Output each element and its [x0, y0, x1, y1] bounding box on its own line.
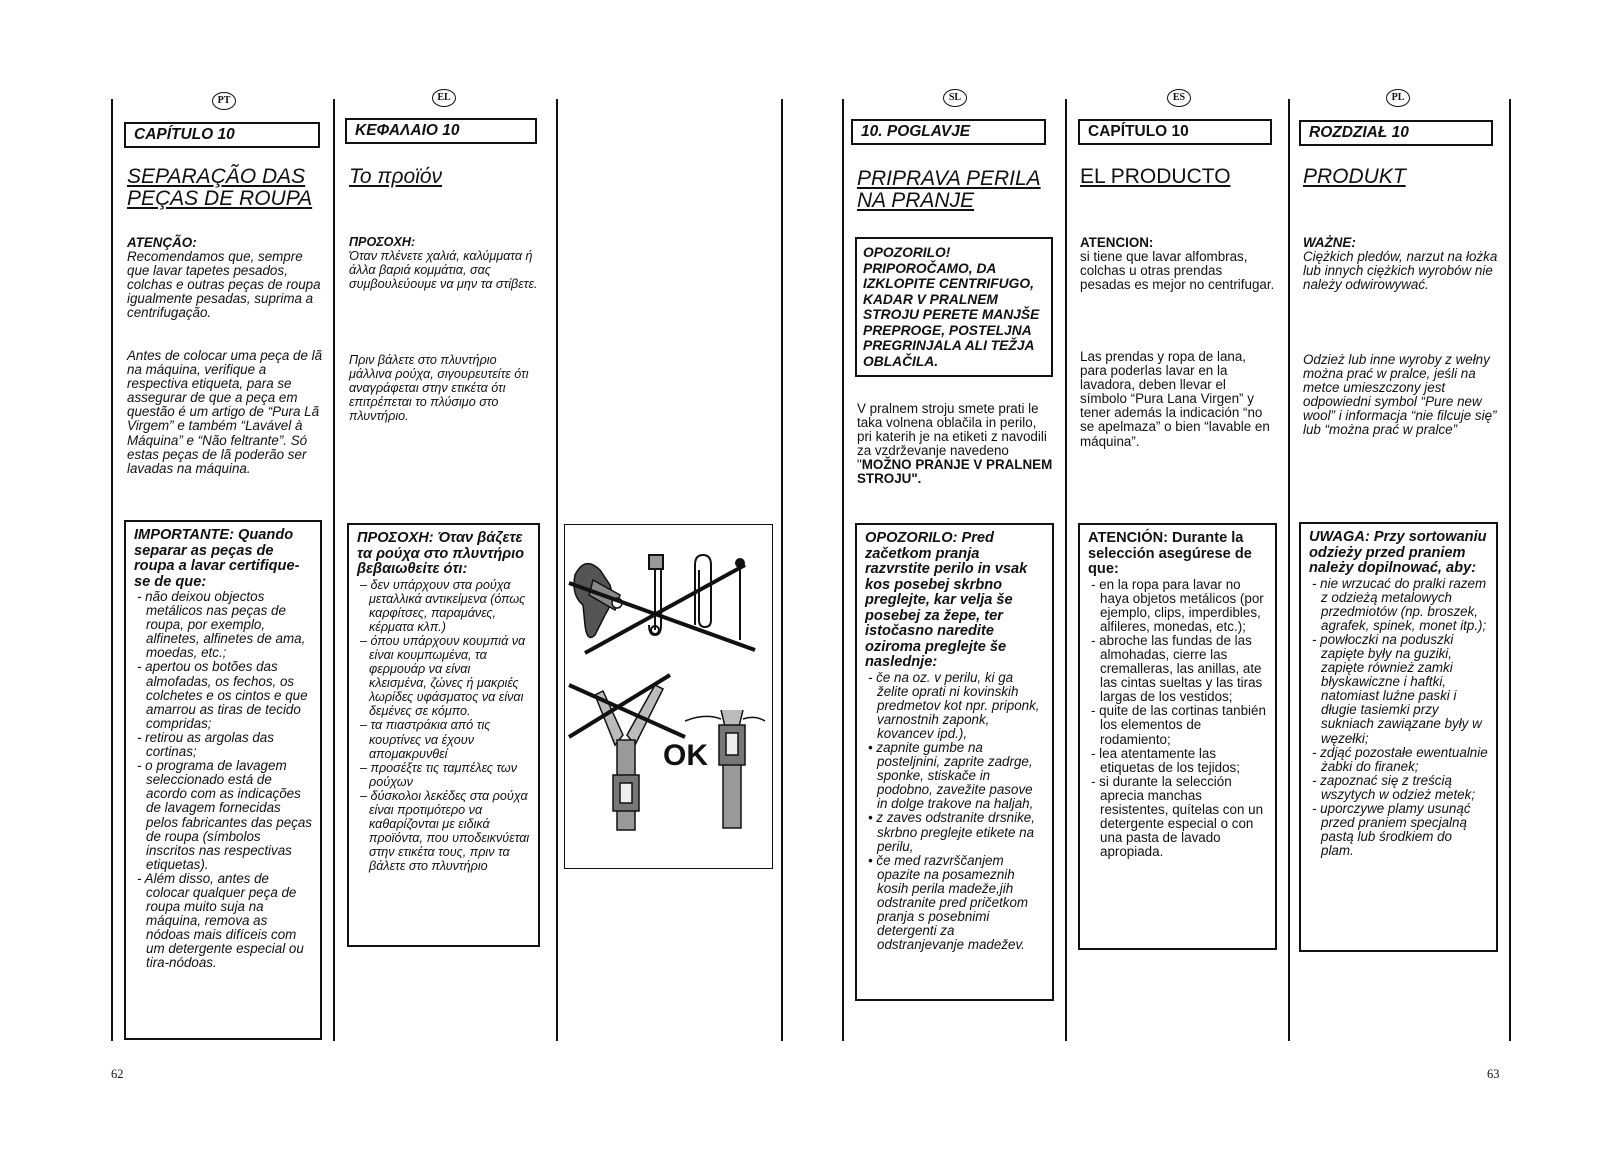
column-rule	[1509, 99, 1511, 1041]
box-heading: ATENCIÓN: Durante la selección asegúrese de que:	[1088, 530, 1252, 577]
section-title-el: Το προϊόν	[349, 165, 443, 188]
section-title-pl: PRODUKT	[1303, 165, 1406, 188]
language-badge-pl: PL	[1386, 89, 1410, 107]
checklist-pt	[134, 590, 312, 971]
warning-text: OPOZORILO! PRIPOROČAMO, DA IZKLOPITE CENTRIFUGO, KADAR V PRALNEM STROJU PERETE MANJŠE PREPROGE, POSTELJNA PREGRINJALA ALI TEŽJA OBLAČILA.	[863, 245, 1040, 369]
column-rule	[842, 99, 844, 1041]
box-heading: IMPORTANTE: Quando separar as peças de roupa a lavar certifique-se de que:	[134, 527, 300, 590]
chapter-heading-el: ΚΕΦΑΛΑΙΟ 10	[345, 118, 537, 144]
language-badge-pt: PT	[212, 92, 236, 110]
language-badge-es: ES	[1167, 89, 1191, 107]
attention-heading: ATENÇÃO:	[127, 235, 197, 250]
checklist-el	[357, 578, 530, 874]
caution-box-el	[347, 523, 540, 947]
list-item: • zapnite gumbe na posteljnini, zaprite zadrge, sponke, stiskače in podobno, zavežite pasove in dolge trakove na haljah,	[868, 739, 1034, 812]
section-title-pt	[127, 166, 312, 210]
column-rule	[556, 99, 558, 1041]
section-title-line: NA PRANJE	[857, 189, 975, 212]
section-title-es: EL PRODUCTO	[1080, 165, 1231, 188]
checklist-pl	[1309, 577, 1488, 859]
column-rule	[111, 99, 113, 1041]
attention-text: Recomendamos que, sempre que lavar tapetes pesados, colchas e outras peças de roupa igualmente pesadas, suprima a centrifugação.	[127, 249, 321, 321]
list-item: – όπου υπάρχουν κουμπιά να είναι κουμπωμένα, τα φερμουάρ να είναι κλεισμένα, ζώνες ή μακριές λωρίδες υφάσματος να είναι δεμένες σε κόμπο.	[360, 633, 526, 719]
wool-end-text: ".	[911, 471, 922, 487]
section-title-line: SEPARAÇÃO DAS	[127, 165, 306, 188]
list-item: – προσέξτε τις ταμπέλες των ρούχων	[360, 760, 518, 789]
attention-note-pl	[1303, 236, 1499, 292]
list-item: - retirou as argolas das cortinas;	[137, 729, 274, 760]
open-zipper-icon	[595, 685, 663, 830]
column-rule	[781, 99, 783, 1041]
list-item: - nie wrzucać do pralki razem z odzieżą metalowych przedmiotów (np. broszek, agrafek, spinek, monet itp.);	[1312, 575, 1487, 633]
attention-note-pt	[127, 236, 324, 321]
page-number-right: 63	[1487, 1067, 1500, 1081]
chapter-heading-pt: CAPÍTULO 10	[124, 122, 320, 148]
list-item: – δεν υπάρχουν στα ρούχα μεταλλικά αντικείμενα (όπως καρφίτσες, παραμάνες, κέρματα κλπ.)	[360, 577, 526, 634]
box-heading: UWAGA: Przy sortowaniu odzieży przed praniem należy dopilnować, aby:	[1309, 529, 1487, 576]
wool-note-pl: Odzież lub inne wyroby z wełny można prać w pralce, jeśli na metce umieszczony jest odpowiedni symbol “Pure new wool” i informacja “nie filcuje się” lub “można prać w pralce”	[1303, 352, 1497, 438]
list-item: - zapoznać się z treścią wszytych w odzież metek;	[1312, 772, 1476, 802]
attention-note-el	[349, 235, 541, 291]
list-item: - abroche las fundas de las almohadas, cierre las cremalleras, las anillas, ate las cintas sueltas y las tiras largas de los vestidos;	[1091, 632, 1263, 705]
caution-box-es	[1078, 523, 1277, 950]
list-item: - če na oz. v perilu, ki ga želite oprati ni kovinskih predmetov kot npr. priponk, varnostnih zaponk, kovancev ipd.),	[868, 669, 1040, 741]
wool-note-es: Las prendas y ropa de lana, para poderlas lavar en la lavadora, deben llevar el símbolo “Pura Lana Virgen” y tener además la indicación “no se apelmaza” o bien “lavable en máquina”.	[1080, 349, 1270, 449]
section-title-line: PEÇAS DE ROUPA	[127, 187, 313, 210]
page-number-left: 62	[111, 1067, 124, 1081]
chapter-heading-sl: 10. POGLAVJE	[851, 119, 1046, 145]
attention-note-es	[1080, 236, 1276, 292]
list-item: - powłoczki na poduszki zapięte były na guziki, zapięte również zamki błyskawiczne i haftki, natomiast luźne paski i długie tasiemki przy sukniach zawiązane były w węzełki;	[1312, 631, 1482, 746]
list-item: - não deixou objectos metálicos nas peças de roupa, por exemplo, alfinetes, alfinetes de ama, moedas, etc.;	[137, 589, 306, 661]
chapter-heading-pl: ROZDZIAŁ 10	[1299, 120, 1493, 146]
column-rule	[1065, 99, 1067, 1041]
wool-note-pt: Antes de colocar uma peça de lã na máquina, verifique a respectiva etiqueta, para se assegurar de que a peça em questão é um artigo de “Pura Lã Virgem” e também “Lavável à Máquina” e “Não feltrante”. Só estas peças de lã poderão ser lavadas na máquina.	[127, 348, 323, 476]
box-heading: OPOZORILO: Pred začetkom pranja razvrstite perilo in vsak kos posebej skrbno preglejte, kar velja še posebej za žepe, ter istočasno naredite oziroma preglejte še naslednje:	[865, 530, 1028, 670]
chapter-heading-es: CAPÍTULO 10	[1078, 119, 1272, 145]
list-item: - lea atentamente las etiquetas de los tejidos;	[1091, 745, 1240, 775]
wool-bold-text: MOŽNO PRANJE V PRALNEM STROJU	[857, 457, 1053, 487]
wool-text: V pralnem stroju smete prati le taka volnena oblačila in perilo, pri katerih je na etiketi z navodili za vzdrževanje navedeno "	[857, 401, 1047, 473]
cross-out-mark	[569, 675, 685, 737]
illustration-drawing	[565, 525, 771, 867]
attention-heading: ATENCION:	[1080, 235, 1154, 250]
language-badge-el: EL	[432, 89, 456, 107]
attention-heading: WAŻNE:	[1303, 235, 1356, 250]
list-item: - Além disso, antes de colocar qualquer peça de roupa muito suja na máquina, remova as nódoas mais difíceis com um detergente especial ou tira-nódoas.	[137, 870, 304, 971]
list-item: • če med razvrščanjem opazite na posameznih kosih perila madeže,jih odstranite pred pričetkom pranja s posebnimi detergenti za odstranjevanje madežev.	[868, 852, 1029, 953]
checklist-es	[1088, 578, 1267, 860]
list-item: - si durante la selección aprecia manchas resistentes, quítelas con un detergente especial o con una pasta de lavado apropiada.	[1091, 773, 1264, 860]
section-title-line: PRIPRAVA PERILA	[857, 167, 1041, 190]
list-item: - uporczywe plamy usunąć przed praniem specjalną pastą lub środkiem do plam.	[1312, 801, 1471, 859]
attention-text: si tiene que lavar alfombras, colchas u otras prendas pesadas es mejor no centrifugar.	[1080, 249, 1275, 293]
list-item: • z zaves odstranite drsnike, skrbno preglejte etikete na perilu,	[868, 810, 1035, 854]
list-item: - apertou os botões das almofadas, os fechos, os colchetes e os cintos e que amarrou as tiras de tecido compridas;	[137, 659, 308, 731]
ok-label: OK	[663, 739, 708, 772]
important-box-pt	[124, 520, 322, 1040]
wool-note-sl	[857, 402, 1054, 487]
list-item: - en la ropa para lavar no haya objetos metálicos (por ejemplo, clips, imperdibles, alfileres, monedas, etc.);	[1091, 576, 1264, 634]
attention-text: Ciężkich pledów, narzut na łożka lub innych ciężkich wyrobów nie należy odwirowywać.	[1303, 249, 1498, 293]
list-item: - quite de las cortinas tanbién los elementos de rodamiento;	[1091, 703, 1266, 747]
caution-box-sl	[855, 523, 1054, 1001]
attention-heading: ΠΡΟΣΟΧΗ:	[349, 235, 416, 249]
list-item: - o programa de lavagem seleccionado está de acordo com as indicações de lavagem fornecidas pelos fabricantes das peças de roupa (símbolos inscritos nas respectivas etiquetas).	[137, 758, 312, 872]
caution-box-pl	[1299, 522, 1498, 952]
attention-text: Όταν πλένετε χαλιά, καλύμματα ή άλλα βαριά κομμάτια, σας συμβουλεύουμε να μην τα στίβετε.	[349, 249, 538, 292]
wool-note-el: Πριν βάλετε στο πλυντήριο μάλλινα ρούχα, σιγουρευτείτε ότι αναγράφεται στην ετικέτα ότι επιτρέπεται το πλύσιμο στο πλυντήριο.	[349, 353, 529, 424]
warning-box-sl	[855, 237, 1053, 377]
checklist-sl	[865, 671, 1044, 953]
section-title-sl	[857, 168, 1041, 212]
list-item: – τα πιαστράκια από τις κουρτίνες να έχουν απομακρυνθεί	[360, 718, 491, 761]
list-item: – δύσκολοι λεκέδες στα ρούχα είναι προτιμότερο να καθαρίζονται με ειδικά προϊόντα, που υποδεικνύεται στην ετικέτα τους, πριν τα βάλετε στο πλυντήριο	[360, 788, 530, 874]
list-item: - zdjąć pozostałe ewentualnie żabki do firanek;	[1312, 744, 1488, 774]
language-badge-sl: SL	[943, 89, 967, 107]
column-rule	[1288, 99, 1290, 1041]
laundry-preparation-illustration	[564, 524, 773, 869]
safety-pin-icon	[649, 555, 663, 635]
box-heading: ΠΡΟΣΟΧΗ: Όταν βάζετε τα ρούχα στο πλυντήριο βεβαιωθείτε ότι:	[357, 530, 525, 577]
column-rule	[333, 99, 335, 1041]
